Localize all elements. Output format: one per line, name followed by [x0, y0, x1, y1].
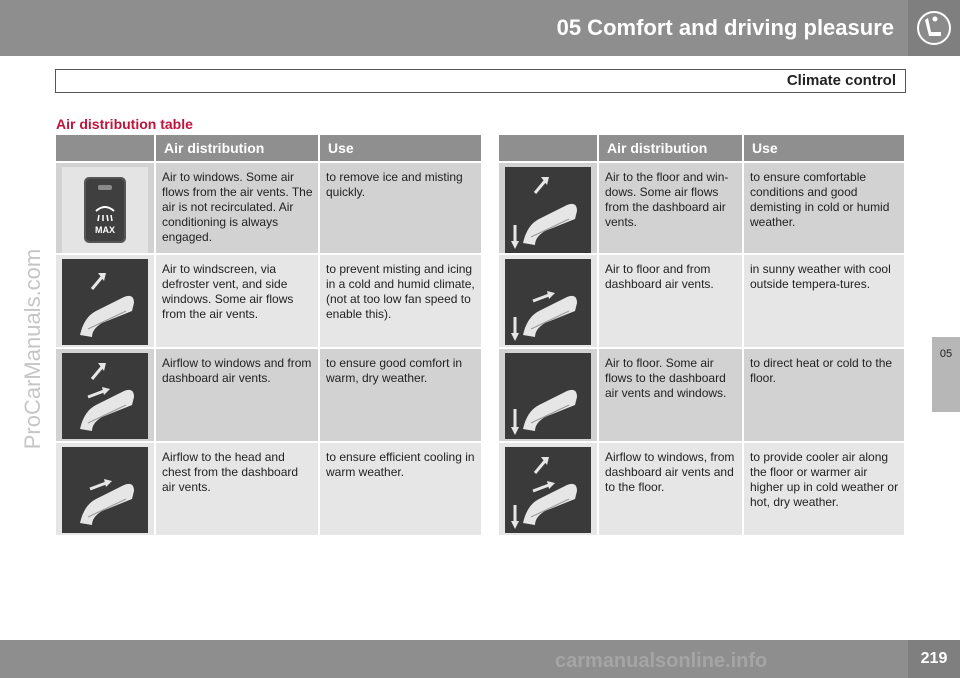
table-caption: Air distribution table: [56, 116, 193, 132]
table-row: [499, 255, 904, 349]
table-cell-distribution: Airflow to windows and from dashboard air vents.: [156, 349, 320, 443]
table-cell-icon: [56, 349, 156, 443]
side-tab-label: 05: [939, 348, 953, 360]
chapter-icon-box: [908, 0, 960, 56]
airflow-floor-windows-icon: [505, 167, 591, 253]
table-cell-icon: [499, 349, 599, 443]
table-cell-use: to direct heat or cold to the floor.: [744, 349, 904, 443]
table-cell-icon: [499, 443, 599, 537]
table-cell-distribution: Air to windows. Some air flows from the air vents. The air is not recirculated. Air conditioning is always engaged.: [156, 161, 320, 255]
table-cell-use: to ensure efficient cooling in warm weather.: [320, 443, 481, 537]
page-number: 219: [920, 650, 948, 667]
table-row: [56, 255, 481, 349]
page-number-box: [908, 640, 960, 678]
table-cell-icon: [499, 255, 599, 349]
airflow-floor-dashboard-icon: [505, 259, 591, 345]
section-header: [55, 69, 906, 93]
chapter-title: 05 Comfort and driving pleasure: [556, 15, 894, 40]
watermark-bottom: carmanualsonline.info: [555, 650, 768, 672]
airflow-windscreen-icon: [62, 259, 148, 345]
header-image-cell: [56, 135, 156, 161]
svg-text:MAX: MAX: [95, 225, 115, 235]
table-cell-use: to ensure good comfort in warm, dry weather.: [320, 349, 481, 443]
table-cell-icon: [56, 443, 156, 537]
table-cell-icon: [56, 255, 156, 349]
chapter-side-tab: [932, 337, 960, 412]
airflow-dashboard-icon: [62, 447, 148, 533]
header-use: Use: [744, 135, 904, 161]
table-cell-use: to prevent misting and icing in a cold and humid climate, (not at too low fan speed to enable this).: [320, 255, 481, 349]
table-cell-distribution: Airflow to windows, from dashboard air vents and to the floor.: [599, 443, 744, 537]
table-row: [56, 443, 481, 537]
header-image-cell: [499, 135, 599, 161]
header-air-distribution: Air distribution: [599, 135, 744, 161]
watermark-left-text: ProCarManuals.com: [20, 248, 45, 450]
airflow-windows-dashboard-icon: [62, 353, 148, 439]
table-row: [56, 349, 481, 443]
section-title: Climate control: [786, 72, 896, 89]
footer-bar: [0, 640, 908, 678]
table-cell-distribution: Airflow to the head and chest from the dashboard air vents.: [156, 443, 320, 537]
header-air-distribution: Air distribution: [156, 135, 320, 161]
table-cell-use: in sunny weather with cool outside tempera-tures.: [744, 255, 904, 349]
defrost-max-button-icon: [62, 167, 148, 253]
table-cell-distribution: Air to floor. Some air flows to the dashboard air vents and windows.: [599, 349, 744, 443]
air-distribution-table-right: [499, 135, 904, 537]
table-cell-icon: [499, 161, 599, 255]
table-cell-distribution: Air to floor and from dashboard air vents.: [599, 255, 744, 349]
table-row: [499, 443, 904, 537]
airflow-all-icon: [505, 447, 591, 533]
table-cell-use: to remove ice and misting quickly.: [320, 161, 481, 255]
table-row: [56, 161, 481, 255]
watermark-left: [19, 225, 47, 475]
table-header-row: [499, 135, 904, 161]
header-use: Use: [320, 135, 481, 161]
table-row: [499, 349, 904, 443]
table-cell-use: to provide cooler air along the floor or warmer air higher up in cold weather or hot, dry weather.: [744, 443, 904, 537]
air-distribution-table-left: [56, 135, 481, 537]
table-header-row: [56, 135, 481, 161]
airflow-floor-icon: [505, 353, 591, 439]
table-cell-use: to ensure comfortable conditions and good demisting in cold or humid weather.: [744, 161, 904, 255]
table-cell-distribution: Air to the floor and win-dows. Some air flows from the dashboard air vents.: [599, 161, 744, 255]
seat-icon: [916, 8, 952, 48]
table-row: [499, 161, 904, 255]
table-cell-distribution: Air to windscreen, via defroster vent, and side windows. Some air flows from the air vents.: [156, 255, 320, 349]
table-cell-icon: [56, 161, 156, 255]
header-bar: [0, 0, 908, 56]
